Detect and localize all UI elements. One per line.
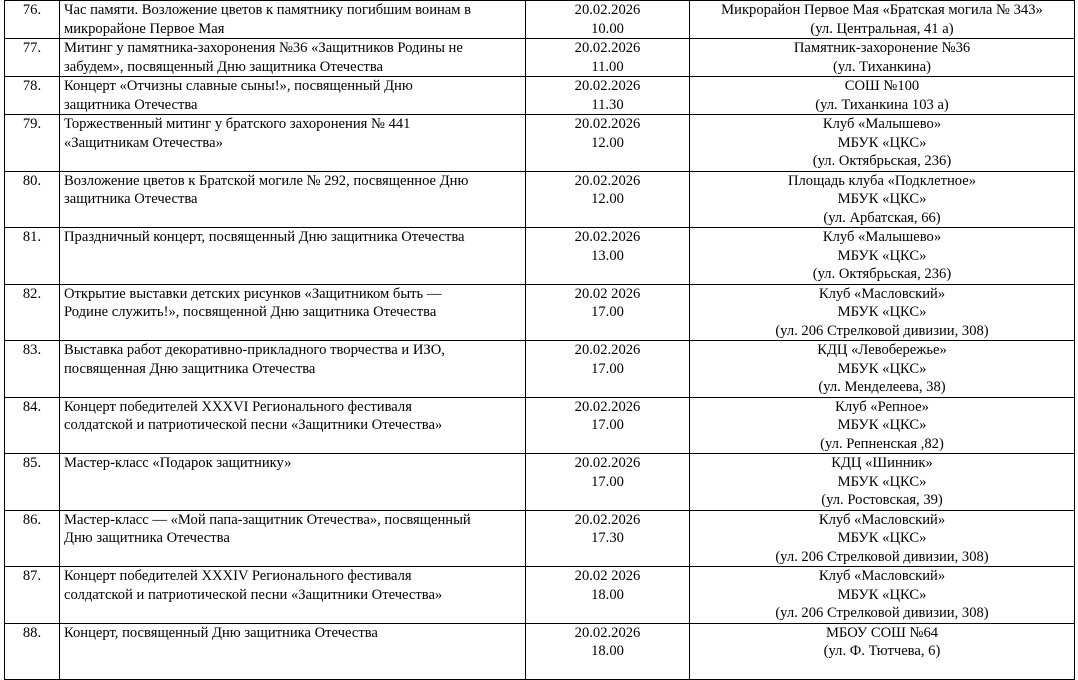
- event-title: [60, 1, 526, 39]
- table-row: [5, 39, 1075, 77]
- event-date: 20.02.2026: [574, 511, 641, 528]
- event-venue-line: МБУК «ЦКС»: [837, 473, 927, 490]
- event-title-line: Концерт победителей XXXIV Регионального фестиваля: [64, 568, 412, 584]
- event-date: 20.02.2026: [574, 172, 641, 189]
- event-title-line: микрорайоне Первое Мая: [64, 20, 225, 37]
- event-datetime: [526, 39, 690, 77]
- table-row: [5, 341, 1075, 398]
- event-venue: [690, 397, 1075, 454]
- event-title: [60, 567, 526, 624]
- event-title-line: Час памяти. Возложение цветов к памятнику погибшим воинам в: [64, 2, 472, 18]
- event-venue-line: Микрорайон Первое Мая «Братская могила № 343»: [721, 2, 1043, 18]
- row-number: 77.: [5, 39, 60, 77]
- row-number: 79.: [5, 115, 60, 172]
- event-time: 12.00: [591, 134, 624, 151]
- event-venue-line: Клуб «Малышево»: [822, 116, 942, 132]
- event-date: 20.02 2026: [574, 568, 641, 584]
- event-datetime: [526, 623, 690, 679]
- table-row: [5, 77, 1075, 115]
- event-title-line: Мастер-класс — «Мой папа-защитник Отечества», посвященный: [64, 511, 471, 528]
- event-date: 20.02 2026: [574, 285, 641, 302]
- event-date: 20.02.2026: [574, 229, 641, 245]
- event-venue-line: Клуб «Малышево»: [822, 229, 942, 245]
- event-date: 20.02.2026: [574, 342, 641, 358]
- event-venue-line: (ул. 206 Стрелковой дивизии, 308): [775, 548, 989, 565]
- event-datetime: [526, 454, 690, 511]
- event-title: [60, 510, 526, 567]
- event-venue-line: (ул. Репненская ,82): [820, 435, 944, 452]
- event-venue-line: МБОУ СОШ №64: [825, 624, 939, 641]
- event-venue: [690, 115, 1075, 172]
- event-time: 17.30: [591, 530, 624, 546]
- event-date: 20.02.2026: [574, 455, 641, 471]
- event-date: 20.02.2026: [574, 624, 641, 641]
- event-venue-line: (ул. Ростовская, 39): [821, 492, 943, 508]
- event-title: [60, 171, 526, 228]
- event-date: 20.02.2026: [574, 398, 641, 415]
- row-number: 80.: [5, 171, 60, 228]
- event-time: 13.00: [591, 247, 624, 264]
- event-venue: [690, 77, 1075, 115]
- event-datetime: [526, 284, 690, 341]
- event-datetime: [526, 397, 690, 454]
- event-date: 20.02.2026: [574, 2, 641, 18]
- table-row: [5, 228, 1075, 285]
- row-number: 81.: [5, 228, 60, 285]
- event-datetime: [526, 228, 690, 285]
- event-title-line: забудем», посвященный Дню защитника Отечества: [64, 58, 384, 75]
- event-datetime: [526, 567, 690, 624]
- event-venue-line: (ул. Тиханкина 103 а): [815, 96, 949, 113]
- event-venue: [690, 567, 1075, 624]
- event-time: 17.00: [591, 360, 624, 377]
- event-title: [60, 623, 526, 679]
- event-title-line: Дню защитника Отечества: [64, 530, 230, 546]
- event-datetime: [526, 171, 690, 228]
- table-row: [5, 115, 1075, 172]
- table-row: [5, 171, 1075, 228]
- event-venue: [690, 171, 1075, 228]
- event-time: 11.00: [591, 58, 624, 75]
- event-venue: [690, 510, 1075, 567]
- event-venue-line: Памятник-захоронение №36: [793, 40, 971, 56]
- event-venue-line: (ул. Менделеева, 38): [818, 379, 946, 395]
- event-title-line: Родине служить!», посвященной Дню защитника Отечества: [64, 304, 437, 320]
- row-number: 83.: [5, 341, 60, 398]
- table-row: [5, 1, 1075, 39]
- event-time: 11.30: [591, 96, 624, 113]
- event-title: [60, 284, 526, 341]
- event-title-line: солдатской и патриотической песни «Защитники Отечества»: [64, 417, 443, 433]
- event-venue-line: (ул. Центральная, 41 а): [810, 20, 954, 37]
- row-number: 88.: [5, 623, 60, 679]
- event-title-line: Концерт победителей XXXVI Регионального фестиваля: [64, 398, 412, 415]
- row-number: 86.: [5, 510, 60, 567]
- row-number: 85.: [5, 454, 60, 511]
- event-time: 18.00: [591, 586, 624, 603]
- table-row: [5, 623, 1075, 679]
- event-date: 20.02.2026: [574, 116, 641, 132]
- event-venue-line: Клуб «Репное»: [835, 398, 929, 415]
- event-venue: [690, 39, 1075, 77]
- event-venue: [690, 454, 1075, 511]
- table-row: [5, 397, 1075, 454]
- event-datetime: [526, 77, 690, 115]
- event-title: [60, 77, 526, 115]
- row-number: 87.: [5, 567, 60, 624]
- event-venue-line: (ул. Октябрьская, 236): [812, 153, 952, 169]
- event-datetime: [526, 1, 690, 39]
- event-title-line: Мастер-класс «Подарок защитнику»: [64, 455, 292, 471]
- event-title: [60, 115, 526, 172]
- event-venue-line: (ул. Арбатская, 66): [823, 209, 941, 226]
- event-venue: [690, 1, 1075, 39]
- event-time: 17.00: [591, 473, 624, 490]
- event-title: [60, 228, 526, 285]
- row-number: 84.: [5, 397, 60, 454]
- event-date: 20.02.2026: [574, 40, 641, 56]
- event-datetime: [526, 341, 690, 398]
- event-title-line: посвященная Дню защитника Отечества: [64, 360, 316, 377]
- event-title-line: Концерт, посвященный Дню защитника Отечества: [64, 624, 378, 641]
- table-row: [5, 284, 1075, 341]
- events-table: [4, 0, 1075, 680]
- event-datetime: [526, 510, 690, 567]
- event-title-line: Митинг у памятника-захоронения №36 «Защитников Родины не: [64, 40, 463, 56]
- event-venue-line: (ул. 206 Стрелковой дивизии, 308): [775, 605, 989, 621]
- event-venue-line: МБУК «ЦКС»: [837, 247, 927, 264]
- events-table-body: [5, 1, 1075, 680]
- event-venue-line: МБУК «ЦКС»: [837, 417, 927, 433]
- event-venue: [690, 623, 1075, 679]
- event-venue-line: Клуб «Масловский»: [818, 285, 946, 302]
- event-venue-line: МБУК «ЦКС»: [837, 134, 927, 151]
- event-venue-line: Площадь клуба «Подклетное»: [787, 172, 976, 189]
- event-title-line: Торжественный митинг у братского захоронения № 441: [64, 116, 411, 132]
- event-title: [60, 397, 526, 454]
- event-title-line: Концерт «Отчизны славные сыны!», посвященный Дню: [64, 78, 413, 94]
- event-title-line: «Защитникам Отечества»: [64, 134, 223, 151]
- row-number: 76.: [5, 1, 60, 39]
- event-title-line: защитника Отечества: [64, 96, 198, 113]
- event-title-line: Праздничный концерт, посвященный Дню защитника Отечества: [64, 229, 465, 245]
- event-title: [60, 341, 526, 398]
- event-title-line: Открытие выставки детских рисунков «Защитником быть —: [64, 285, 442, 302]
- event-title-line: Выставка работ декоративно-прикладного творчества и ИЗО,: [64, 342, 445, 358]
- event-venue: [690, 284, 1075, 341]
- event-time: 17.00: [591, 417, 624, 433]
- event-title-line: защитника Отечества: [64, 191, 198, 207]
- event-venue: [690, 228, 1075, 285]
- row-number: 82.: [5, 284, 60, 341]
- event-venue-line: СОШ №100: [844, 78, 920, 94]
- event-venue-line: (ул. 206 Стрелковой дивизии, 308): [775, 322, 989, 339]
- table-row: [5, 510, 1075, 567]
- event-venue-line: МБУК «ЦКС»: [837, 304, 927, 320]
- event-time: 17.00: [591, 304, 624, 320]
- event-venue: [690, 341, 1075, 398]
- event-venue-line: (ул. Тиханкина): [833, 58, 931, 75]
- event-time: 18.00: [591, 643, 624, 659]
- event-title: [60, 39, 526, 77]
- table-row: [5, 567, 1075, 624]
- event-venue-line: МБУК «ЦКС»: [837, 191, 927, 207]
- event-title: [60, 454, 526, 511]
- event-date: 20.02.2026: [574, 78, 641, 94]
- event-venue-line: (ул. Ф. Тютчева, 6): [823, 643, 941, 659]
- event-venue-line: МБУК «ЦКС»: [837, 586, 927, 603]
- event-time: 12.00: [591, 191, 624, 207]
- event-venue-line: Клуб «Масловский»: [818, 568, 946, 584]
- event-time: 10.00: [591, 20, 624, 37]
- table-row: [5, 454, 1075, 511]
- event-datetime: [526, 115, 690, 172]
- event-title-line: солдатской и патриотической песни «Защитники Отечества»: [64, 586, 443, 603]
- event-venue-line: КДЦ «Шинник»: [831, 455, 933, 471]
- event-venue-line: (ул. Октябрьская, 236): [812, 266, 952, 282]
- event-venue-line: Клуб «Масловский»: [818, 511, 946, 528]
- event-venue-line: КДЦ «Левобережье»: [817, 342, 947, 358]
- event-venue-line: МБУК «ЦКС»: [837, 360, 927, 377]
- event-title-line: Возложение цветов к Братской могиле № 292, посвященное Дню: [64, 172, 469, 189]
- event-venue-line: МБУК «ЦКС»: [837, 530, 927, 546]
- row-number: 78.: [5, 77, 60, 115]
